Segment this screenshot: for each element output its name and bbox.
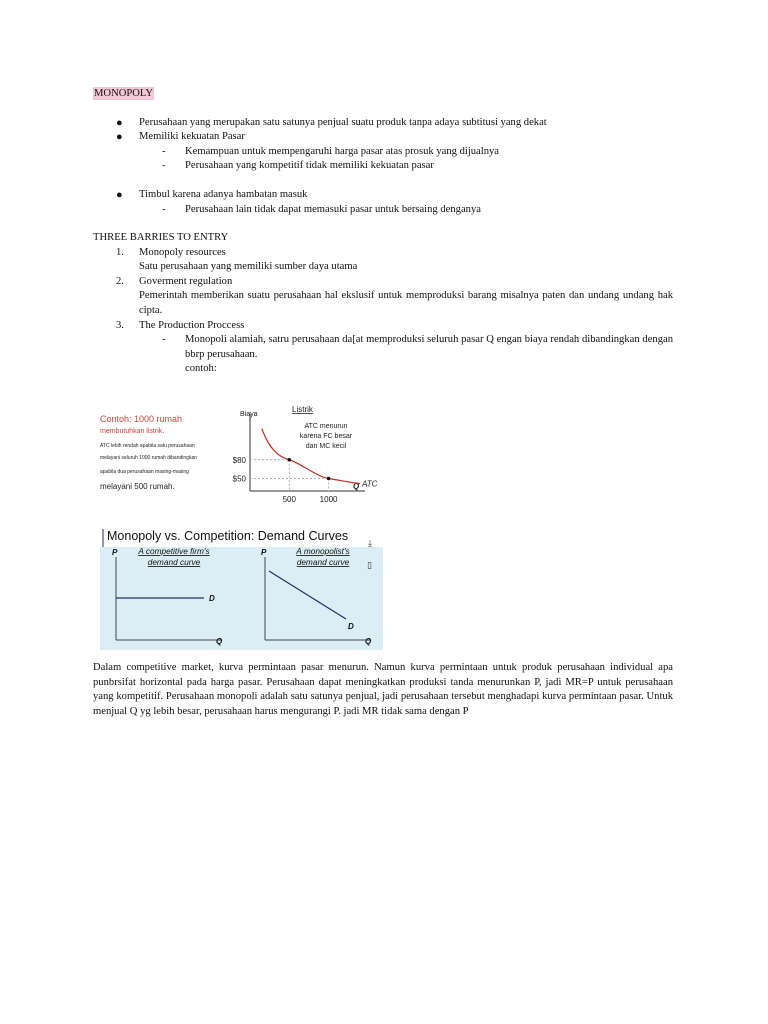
data-point bbox=[287, 458, 291, 462]
sub-item: Perusahaan lain tidak dapat memasuki pasar untuk bersaing denganya bbox=[185, 204, 481, 215]
barrier-desc: Satu perusahaan yang memiliki sumber daya utama bbox=[139, 261, 358, 272]
demand-curves-figure bbox=[100, 527, 383, 650]
chart-annotation: ATC menurun bbox=[304, 423, 348, 430]
sub-item: Kemampuan untuk mempengaruhi harga pasar atas prosuk yang dijualnya bbox=[185, 146, 499, 157]
caption-line: ATC lebih rendah apabila satu perusahaan bbox=[100, 443, 195, 449]
panel-label: A monopolist's bbox=[296, 546, 350, 556]
demand-curve bbox=[269, 571, 346, 619]
bullet-marker: ● bbox=[116, 131, 123, 143]
y-axis-label: Biaya bbox=[240, 411, 258, 418]
barrier-desc: Monopoli alamiah, satru perusahaan da[at memproduksi seluruh pasar Q engan biaya rendah dibandingkan dengan bbrp perusahaan. bbox=[185, 334, 673, 360]
x-axis-label: Q bbox=[365, 637, 372, 646]
panel-label: A competitive firm's bbox=[138, 546, 210, 556]
caption-line: apabila dua perusahaan masing-masing bbox=[100, 469, 189, 475]
bullet-entry-barrier: Timbul karena adanya hambatan masuk bbox=[139, 189, 308, 200]
figure-title: Monopoly vs. Competition: Demand Curves bbox=[107, 529, 349, 543]
bullet-marker: ● bbox=[116, 189, 123, 201]
panel-label: demand curve bbox=[147, 557, 201, 567]
y-tick-label: $50 bbox=[232, 474, 246, 484]
barrier-title: The Production Proccess bbox=[139, 320, 245, 331]
list-number: 3. bbox=[116, 320, 124, 331]
section-heading: THREE BARRIES TO ENTRY bbox=[93, 232, 229, 243]
dash-marker: - bbox=[162, 334, 166, 345]
x-tick-label: 1000 bbox=[319, 495, 338, 504]
barrier-title: Monopoly resources bbox=[139, 247, 226, 258]
sub-item: Perusahaan yang kompetitif tidak memiliki kekuatan pasar bbox=[185, 160, 434, 171]
barrier-desc: Pemerintah memberikan suatu perusahaan hal ekslusif untuk memproduksi barang misalnya paten dan undang undang hak cipta. bbox=[139, 290, 673, 316]
y-tick-label: $80 bbox=[232, 455, 246, 465]
x-tick-label: 500 bbox=[282, 495, 296, 504]
panel-label: demand curve bbox=[296, 557, 350, 567]
x-axis-label: Q bbox=[353, 482, 360, 491]
example-label: contoh: bbox=[185, 363, 217, 374]
bookmark-icon: ▯ bbox=[367, 560, 372, 570]
bullet-marker: ● bbox=[116, 117, 123, 129]
electricity-example-figure bbox=[97, 402, 378, 504]
barrier-title: Goverment regulation bbox=[139, 276, 233, 287]
chart-title: Listrik bbox=[292, 405, 313, 414]
demand-curves-chart bbox=[100, 527, 383, 650]
caption-line: Contoh: 1000 rumah bbox=[100, 414, 183, 424]
dash-marker: - bbox=[162, 204, 166, 215]
curve-label: D bbox=[348, 622, 354, 631]
curve-label: D bbox=[209, 594, 215, 603]
caption-line: membutuhkan listrik. bbox=[100, 428, 165, 435]
x-axis-label: Q bbox=[216, 637, 223, 646]
dash-marker: - bbox=[162, 160, 166, 171]
atc-chart bbox=[97, 402, 378, 504]
list-number: 2. bbox=[116, 276, 124, 287]
page-title: MONOPOLY bbox=[94, 88, 153, 99]
chart-annotation: dan MC kecil bbox=[305, 443, 347, 450]
y-axis-label: P bbox=[261, 548, 267, 557]
explanation-paragraph: Dalam competitive market, kurva permintaan pasar menurun. Namun kurva permintaan untuk produk perusahaan individual apa punbrsifat horizontal pada harga pasar. Perusahaan dapat meningkatkan produksi tanda menurunkan P, jadi MR=P untuk perusahaan yang kompetitif. Perusahaan monopoli adalah satu satunya penjual, jadi perusahaan tersebut menghadapi kurva permintaan pasar. Untuk menjual Q yg lebih besar, perusahaan harus mengurangi P. jadi MR tidak sama dengan P bbox=[93, 662, 673, 717]
data-point bbox=[327, 477, 331, 481]
dash-marker: - bbox=[162, 146, 166, 157]
download-icon: ⤓ bbox=[368, 538, 372, 548]
bullet-definition: Perusahaan yang merupakan satu satunya penjual suatu produk tanpa adaya subtitusi yang dekat bbox=[139, 117, 547, 128]
list-number: 1. bbox=[116, 247, 124, 258]
caption-line: melayani seluruh 1000 rumah dibandingkan bbox=[100, 455, 198, 461]
series-label: ATC bbox=[362, 479, 378, 489]
caption-line: melayani 500 rumah. bbox=[100, 482, 175, 491]
y-axis-label: P bbox=[112, 548, 118, 557]
bullet-market-power: Memiliki kekuatan Pasar bbox=[139, 131, 245, 142]
chart-annotation: karena FC besar bbox=[299, 433, 353, 440]
